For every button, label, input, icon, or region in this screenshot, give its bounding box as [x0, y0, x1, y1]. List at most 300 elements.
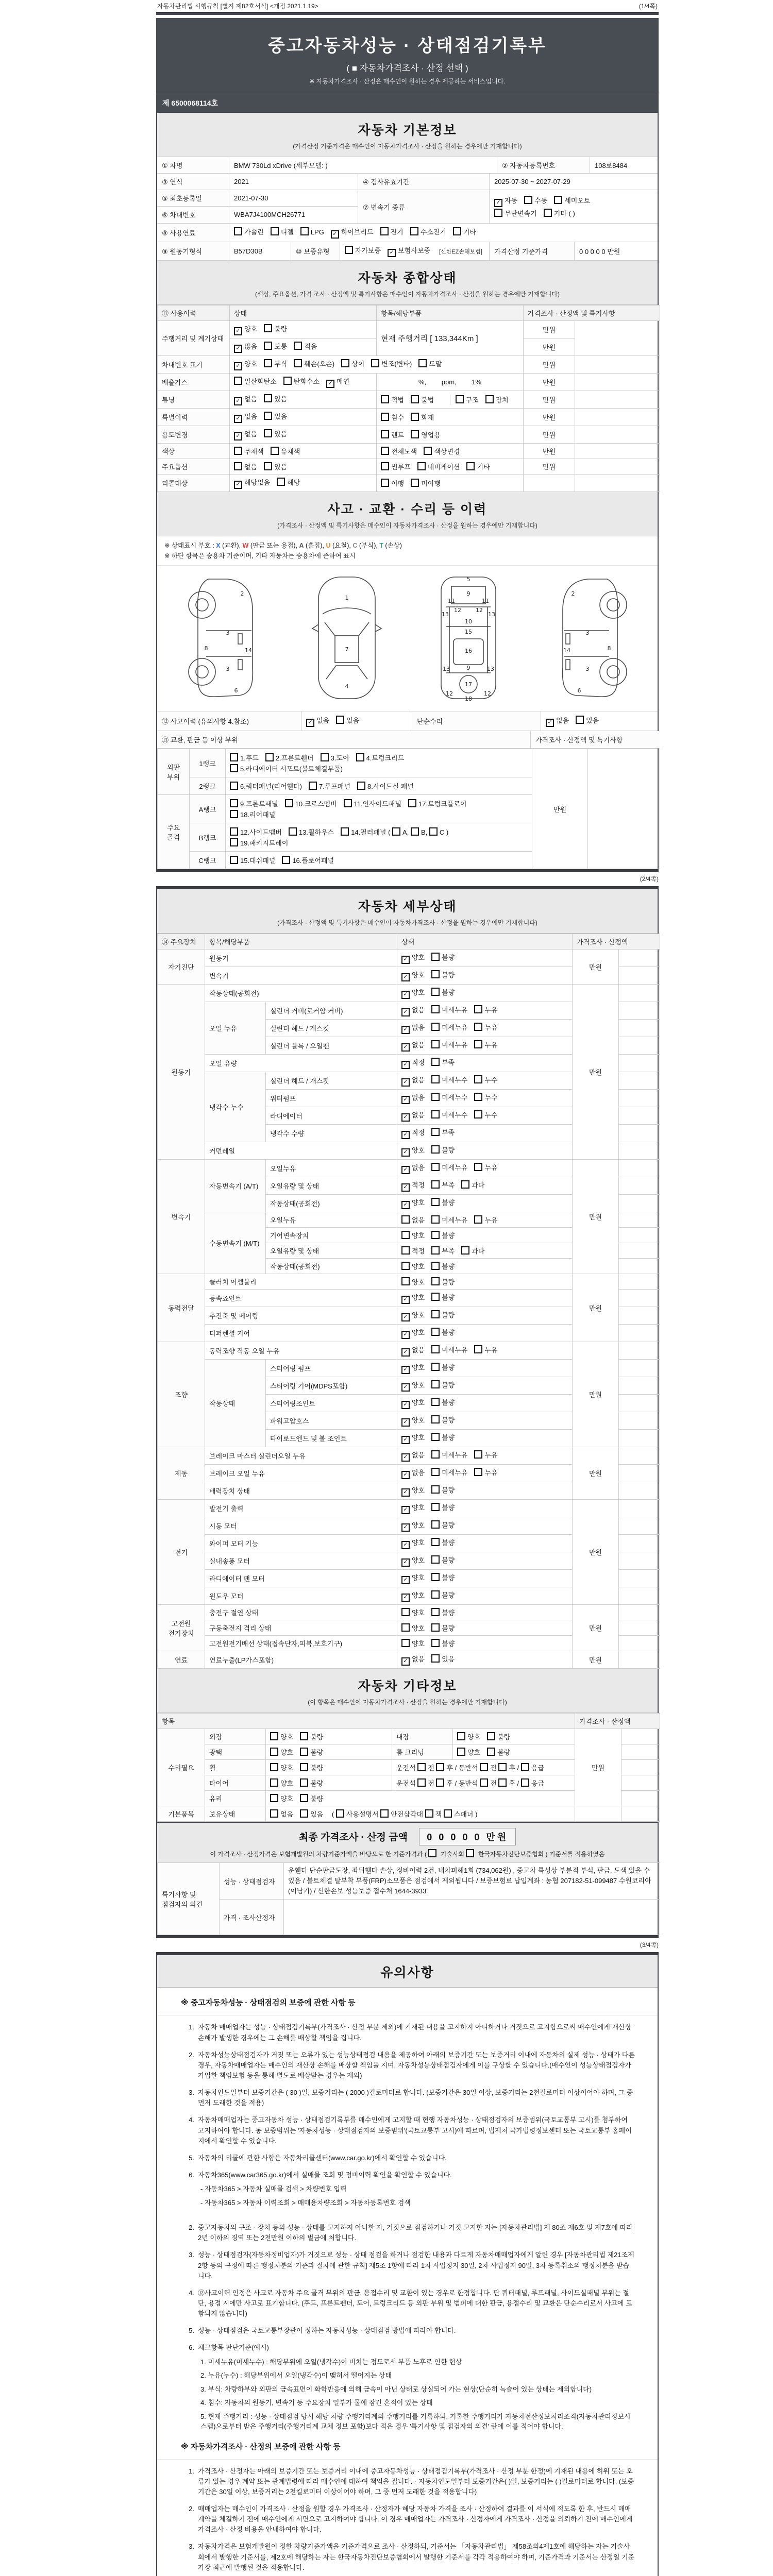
- checkbox-checked[interactable]: ✓: [401, 1348, 410, 1357]
- checkbox-checked[interactable]: ✓: [401, 973, 410, 981]
- option-기타 ( ): [544, 208, 575, 218]
- option-없음: [401, 1005, 425, 1016]
- checkbox-checked[interactable]: ✓: [401, 1166, 410, 1174]
- checkbox-unchecked[interactable]: [264, 359, 272, 367]
- checkbox-unchecked[interactable]: [431, 1433, 440, 1441]
- checkbox-unchecked[interactable]: [401, 1215, 410, 1224]
- checkbox-checked[interactable]: ✓: [401, 1366, 410, 1374]
- checkbox-unchecked[interactable]: [309, 782, 317, 790]
- option-양호: [401, 1327, 425, 1339]
- cell: [397, 1020, 573, 1037]
- checkbox-unchecked[interactable]: [436, 1778, 444, 1787]
- option-불량: [431, 952, 455, 962]
- checkbox-unchecked[interactable]: [411, 479, 419, 487]
- checkbox-unchecked[interactable]: [461, 1246, 469, 1255]
- checkbox-unchecked[interactable]: [336, 1809, 344, 1818]
- final-price-bar: [157, 1822, 658, 1862]
- checkbox-unchecked[interactable]: [300, 1763, 308, 1771]
- checkbox-unchecked[interactable]: [425, 1809, 433, 1818]
- checkbox-unchecked[interactable]: [282, 856, 290, 864]
- checkbox-unchecked[interactable]: [431, 1310, 440, 1318]
- checkbox-unchecked[interactable]: [474, 1215, 482, 1224]
- checkbox-unchecked[interactable]: [341, 827, 349, 836]
- checkbox-unchecked[interactable]: [429, 827, 438, 836]
- status-symbol: W: [242, 542, 249, 549]
- option-group: [401, 1311, 461, 1319]
- checkbox-unchecked[interactable]: [431, 1163, 440, 1171]
- option-label: 양호: [412, 1364, 425, 1371]
- cell: [619, 1605, 660, 1620]
- checkbox-checked[interactable]: ✓: [494, 199, 502, 207]
- checkbox-checked[interactable]: ✓: [401, 1436, 410, 1444]
- checkbox-checked[interactable]: ✓: [401, 1313, 410, 1321]
- rank-item: 7.루프패널: [309, 781, 350, 791]
- checkbox-unchecked[interactable]: [270, 1732, 278, 1740]
- checkbox-checked[interactable]: ✓: [401, 1296, 410, 1304]
- checkbox-checked[interactable]: ✓: [401, 1558, 410, 1567]
- checkbox-unchecked[interactable]: [431, 1128, 440, 1136]
- cell: 기어변속장치: [266, 1228, 397, 1243]
- checkbox-unchecked[interactable]: [431, 1110, 440, 1118]
- cell: [575, 474, 660, 492]
- svg-text:8: 8: [204, 645, 208, 652]
- checkbox-checked[interactable]: ✓: [401, 1096, 410, 1104]
- column-header: 가격조사 · 산정액: [573, 934, 660, 950]
- option-미세누수: [431, 1075, 467, 1084]
- checkbox-unchecked[interactable]: [431, 1415, 440, 1423]
- checkbox-checked[interactable]: ✓: [401, 956, 410, 964]
- cell: [588, 749, 660, 869]
- notice-item: [184, 2326, 635, 2336]
- checkbox-unchecked[interactable]: [521, 1763, 529, 1771]
- checkbox-checked[interactable]: ✓: [234, 432, 242, 440]
- checkbox-unchecked[interactable]: [265, 753, 274, 761]
- checkbox-unchecked[interactable]: [321, 753, 329, 761]
- checkbox-unchecked[interactable]: [300, 1732, 308, 1740]
- checkbox-unchecked[interactable]: [234, 447, 242, 455]
- checkbox-unchecked[interactable]: [576, 716, 584, 724]
- checkbox-unchecked[interactable]: [431, 1328, 440, 1336]
- checkbox-unchecked[interactable]: [431, 1075, 440, 1083]
- checkbox-unchecked[interactable]: [294, 342, 302, 350]
- checkbox-unchecked[interactable]: [431, 1145, 440, 1154]
- checkbox-unchecked[interactable]: [487, 1748, 495, 1756]
- checkbox-unchecked[interactable]: [344, 799, 352, 807]
- checkbox-checked[interactable]: ✓: [401, 1576, 410, 1584]
- checkbox-unchecked[interactable]: [271, 447, 279, 455]
- checkbox-unchecked[interactable]: [524, 196, 532, 204]
- checkbox-unchecked[interactable]: [381, 462, 389, 470]
- cell: [397, 1651, 573, 1669]
- checkbox-unchecked[interactable]: [431, 1005, 440, 1013]
- checkbox-unchecked[interactable]: [474, 1345, 482, 1353]
- checkbox-unchecked[interactable]: [277, 478, 285, 486]
- checkbox-checked[interactable]: ✓: [331, 230, 339, 239]
- rank-item: 12.사이드멤버: [230, 827, 282, 837]
- year-label: ③ 연식: [157, 174, 229, 190]
- checkbox-checked[interactable]: ✓: [401, 1078, 410, 1087]
- checkbox-unchecked[interactable]: [431, 1180, 440, 1189]
- notice-item: [184, 2050, 635, 2081]
- checkbox-unchecked[interactable]: [264, 342, 272, 350]
- checkbox-unchecked[interactable]: [461, 1180, 469, 1189]
- option-label: 양호: [412, 1434, 425, 1442]
- checkbox-unchecked[interactable]: [431, 1654, 440, 1663]
- checkbox-unchecked[interactable]: [431, 1450, 440, 1459]
- checkbox-unchecked[interactable]: [431, 953, 440, 961]
- checkbox-unchecked[interactable]: [270, 1778, 278, 1787]
- option-미세누유: [431, 1467, 467, 1477]
- checkbox-unchecked[interactable]: [270, 1809, 278, 1818]
- checkbox-unchecked[interactable]: [466, 462, 475, 470]
- checkbox-unchecked[interactable]: [480, 1763, 488, 1771]
- option-LPG: [300, 227, 324, 236]
- checkbox-unchecked[interactable]: [431, 1380, 440, 1388]
- option-label: 양호: [244, 325, 258, 333]
- cell: 구동축전지 격리 상태: [205, 1620, 397, 1636]
- checkbox-unchecked[interactable]: [401, 1639, 410, 1647]
- option-group: [381, 431, 447, 439]
- checkbox-checked[interactable]: ✓: [401, 1506, 410, 1514]
- checkbox-unchecked[interactable]: [474, 1163, 482, 1171]
- checkbox-checked[interactable]: ✓: [401, 1148, 410, 1157]
- checkbox-unchecked[interactable]: [408, 799, 416, 807]
- checkbox-unchecked[interactable]: [474, 1110, 482, 1118]
- checkbox-unchecked[interactable]: [431, 1058, 440, 1066]
- checkbox-unchecked[interactable]: [417, 1778, 426, 1787]
- checkbox-unchecked[interactable]: [431, 1093, 440, 1101]
- option-label: 많음: [244, 343, 258, 350]
- checkbox-unchecked[interactable]: [336, 716, 344, 724]
- option-label: 기타: [477, 463, 490, 471]
- checkbox-unchecked[interactable]: [381, 413, 389, 421]
- checkbox-checked[interactable]: ✓: [234, 397, 242, 405]
- checkbox-unchecked[interactable]: [230, 827, 238, 836]
- cell: 주요옵션: [158, 459, 230, 474]
- checkbox-unchecked[interactable]: [431, 1590, 440, 1599]
- checkbox-unchecked[interactable]: [300, 227, 309, 235]
- checkbox-unchecked[interactable]: [521, 1778, 529, 1787]
- option-group: [401, 1247, 491, 1255]
- checkbox-checked[interactable]: ✓: [401, 1523, 410, 1532]
- cell: 리콜대상: [158, 474, 230, 492]
- checkbox-unchecked[interactable]: [474, 1468, 482, 1476]
- column-header: 가격조사 · 산정액: [575, 1714, 660, 1729]
- checkbox-checked[interactable]: ✓: [234, 345, 242, 353]
- checkbox-unchecked[interactable]: [230, 838, 238, 846]
- checkbox-unchecked[interactable]: [411, 827, 419, 836]
- checkbox-unchecked[interactable]: [381, 479, 389, 487]
- checkbox-unchecked[interactable]: [431, 1198, 440, 1206]
- checkbox-unchecked[interactable]: [264, 412, 272, 420]
- checkbox-checked[interactable]: ✓: [401, 1418, 410, 1427]
- checkbox-unchecked[interactable]: [474, 1450, 482, 1459]
- simple-repair-label: 단순수리: [412, 711, 541, 731]
- checkbox-unchecked[interactable]: [487, 1732, 495, 1740]
- checkbox-unchecked[interactable]: [230, 782, 238, 790]
- cell: 냉각수 누수: [205, 1072, 266, 1142]
- checkbox-unchecked[interactable]: [300, 1748, 308, 1756]
- exchange-row: [157, 731, 658, 749]
- option-있음: [336, 715, 359, 725]
- checkbox-unchecked[interactable]: [401, 1623, 410, 1632]
- cell: 워터펌프: [266, 1090, 397, 1107]
- checkbox-unchecked[interactable]: [431, 1293, 440, 1301]
- option-label: 있음: [346, 717, 360, 724]
- legend-text: (판금 또는 용접),: [248, 542, 299, 549]
- checkbox-unchecked[interactable]: [401, 1246, 410, 1255]
- cell: 가격 · 조사산정자: [220, 1900, 284, 1935]
- cell: [397, 1228, 573, 1243]
- cell: 브레이크 오일 누유: [205, 1465, 397, 1482]
- checkbox-unchecked[interactable]: [371, 359, 379, 367]
- option-label: 부식: [274, 360, 288, 368]
- checkbox-checked[interactable]: ✓: [401, 1183, 410, 1192]
- svg-text:13: 13: [486, 666, 494, 672]
- cell: [397, 1107, 573, 1125]
- checkbox-checked[interactable]: ✓: [401, 1131, 410, 1139]
- item-text: 성능 · 상태점검은 국토교통부장관이 정하는 자동차성능 · 상태점검 방법에 따라야 합니다.: [198, 2327, 456, 2335]
- item-number: 4.: [189, 2116, 194, 2124]
- checkbox-unchecked[interactable]: [283, 377, 292, 385]
- checkbox-unchecked[interactable]: [234, 377, 242, 385]
- checkbox-unchecked[interactable]: [300, 1809, 308, 1818]
- checkbox-checked[interactable]: ✓: [388, 249, 396, 257]
- checkbox-unchecked[interactable]: [424, 447, 432, 455]
- option-group: [401, 954, 461, 961]
- checkbox-unchecked[interactable]: [498, 1763, 507, 1771]
- checkbox-unchecked[interactable]: [431, 1573, 440, 1581]
- checkbox-checked[interactable]: ✓: [401, 991, 410, 999]
- checkbox-unchecked[interactable]: [345, 246, 353, 254]
- checkbox-unchecked[interactable]: [270, 1748, 278, 1756]
- cell: [619, 1517, 660, 1535]
- checkbox-unchecked[interactable]: [474, 1023, 482, 1031]
- checkbox-unchecked[interactable]: [401, 1262, 410, 1270]
- checkbox-unchecked[interactable]: [428, 1849, 436, 1857]
- checkbox-unchecked[interactable]: [264, 462, 272, 470]
- checkbox-unchecked[interactable]: [411, 430, 419, 438]
- cell: [397, 1535, 573, 1552]
- base-note: ※ 하단 항목은 승용차 기준이며, 기타 자동차는 승용차에 준하여 표시: [164, 552, 356, 560]
- checkbox-checked[interactable]: ✓: [401, 1471, 410, 1479]
- checkbox-unchecked[interactable]: [444, 1809, 452, 1818]
- option-group: [270, 1795, 330, 1803]
- checkbox-unchecked[interactable]: [474, 1075, 482, 1083]
- checkbox-unchecked[interactable]: [356, 753, 364, 761]
- checkbox-unchecked[interactable]: [294, 359, 302, 367]
- checkbox-unchecked[interactable]: [410, 227, 418, 235]
- notice-item: [184, 2115, 635, 2146]
- checkbox-checked[interactable]: ✓: [401, 1488, 410, 1497]
- checkbox-checked[interactable]: ✓: [401, 1026, 410, 1034]
- checkbox-unchecked[interactable]: [431, 1398, 440, 1406]
- item-text: 매매업자는 매수인이 가격조사 · 산정을 원할 경우 가격조사 · 산정자가 해당 자동차 가격을 조사 · 산정하여 결과를 이 서식에 적도록 한 후, 반드시 매매계약을 체결하기 전에 매수인에게 서면으로 고지하여야 합니다. 이 경우 매매업자는 가격조사 · 산정자에게 가격조사 · 산정을 의뢰하기 전에 매수인에게 가격조사 · 산정 비용을 안내하여야 합니다.: [198, 2504, 633, 2534]
- svg-text:4: 4: [345, 683, 348, 690]
- rank-item-line: [230, 809, 528, 819]
- checkbox-unchecked[interactable]: [431, 1345, 440, 1353]
- checkbox-unchecked[interactable]: [480, 1778, 488, 1787]
- checkbox-unchecked[interactable]: [485, 395, 494, 403]
- checkbox-unchecked[interactable]: [431, 1363, 440, 1371]
- checkbox-unchecked[interactable]: [401, 1231, 410, 1239]
- checkbox-unchecked[interactable]: [230, 856, 238, 864]
- checkbox-checked[interactable]: ✓: [401, 1008, 410, 1016]
- option-label: 훼손(오손): [304, 360, 335, 368]
- checkbox-unchecked[interactable]: [401, 1608, 410, 1616]
- checkbox-unchecked[interactable]: [431, 1623, 440, 1632]
- checkbox-unchecked[interactable]: [417, 1763, 426, 1771]
- option-label: 없음: [280, 1810, 294, 1818]
- checkbox-unchecked[interactable]: [264, 324, 272, 332]
- checkbox-unchecked[interactable]: [270, 1763, 278, 1771]
- checkbox-unchecked[interactable]: [417, 462, 426, 470]
- checkbox-unchecked[interactable]: [466, 1849, 474, 1857]
- option-group: [381, 480, 447, 487]
- option-label: 양호: [412, 1329, 425, 1336]
- checkbox-unchecked[interactable]: [289, 827, 297, 836]
- checkbox-unchecked[interactable]: [431, 1040, 440, 1048]
- checkbox-checked[interactable]: ✓: [401, 1383, 410, 1392]
- checkbox-unchecked[interactable]: [411, 395, 419, 403]
- option-label: 부족: [442, 1129, 455, 1137]
- checkbox-checked[interactable]: ✓: [401, 1201, 410, 1209]
- checkbox-unchecked[interactable]: [431, 1468, 440, 1476]
- option-label: 불량: [274, 325, 288, 333]
- car-name-value: BMW 730Ld xDrive (세부모델: ): [229, 157, 497, 173]
- checkbox-unchecked[interactable]: [264, 394, 272, 402]
- checkbox-unchecked[interactable]: [230, 810, 238, 818]
- cell: [619, 1651, 660, 1669]
- checkbox-unchecked[interactable]: [431, 988, 440, 996]
- checkbox-unchecked[interactable]: [431, 1538, 440, 1546]
- item-text: 자동차가격은 보험개발원이 정한 차량기준가액을 기준가격으로 조사 · 산정하되, 기준서는 「자동차관리법」 제58조의4제1호에 해당하는 자는 기술사회에서 발행한 기준서를, 제2호에 해당하는 자는 한국자동차진단보증협회에서 발행한 기준서를 각각 적용하여야 하며, 기준가격과 기준서는 산정일 기준 가장 최근에 발행된 것을 적용합니다.: [198, 2543, 635, 2571]
- checkbox-unchecked[interactable]: [431, 1023, 440, 1031]
- checkbox-unchecked[interactable]: [234, 462, 242, 470]
- checkbox-checked[interactable]: ✓: [401, 1113, 410, 1122]
- option-label: 불량: [442, 1364, 455, 1371]
- checkbox-checked[interactable]: ✓: [401, 1453, 410, 1462]
- checkbox-unchecked[interactable]: [234, 227, 242, 235]
- option-불량: [431, 1555, 455, 1565]
- warranty-insurer: [신한EZ손해보험]: [439, 248, 482, 255]
- cell: [397, 1587, 573, 1605]
- checkbox-unchecked[interactable]: [456, 395, 464, 403]
- checkbox-checked[interactable]: ✓: [234, 415, 242, 423]
- checkbox-checked[interactable]: ✓: [306, 719, 314, 727]
- checkbox-unchecked[interactable]: [401, 1277, 410, 1285]
- checkbox-checked[interactable]: ✓: [546, 719, 554, 727]
- checkbox-checked[interactable]: ✓: [401, 1401, 410, 1409]
- checkbox-unchecked[interactable]: [544, 209, 552, 217]
- checkbox-unchecked[interactable]: [474, 1005, 482, 1013]
- checkbox-unchecked[interactable]: [381, 395, 389, 403]
- checkbox-checked[interactable]: ✓: [401, 1043, 410, 1052]
- checkbox-unchecked[interactable]: [431, 1639, 440, 1647]
- checkbox-unchecked[interactable]: [380, 227, 389, 235]
- checkbox-checked[interactable]: ✓: [234, 362, 242, 370]
- cell: [230, 474, 377, 492]
- checkbox-unchecked[interactable]: [285, 799, 293, 807]
- option-양호: [401, 1638, 425, 1648]
- checkbox-checked[interactable]: ✓: [401, 1657, 410, 1666]
- table-row: [158, 356, 660, 374]
- option-있음: [300, 1809, 323, 1819]
- checkbox-unchecked[interactable]: [357, 782, 365, 790]
- option-없음: [401, 1654, 425, 1666]
- checkbox-unchecked[interactable]: [457, 1732, 465, 1740]
- checkbox-unchecked[interactable]: [554, 196, 562, 204]
- checkbox-unchecked[interactable]: [230, 753, 238, 761]
- option-group: [270, 1764, 330, 1772]
- cell: 실린더 헤드 / 개스킷: [266, 1020, 397, 1037]
- checkbox-unchecked[interactable]: [431, 1277, 440, 1285]
- checkbox-unchecked[interactable]: [494, 209, 502, 217]
- checkbox-unchecked[interactable]: [381, 430, 389, 438]
- checkbox-unchecked[interactable]: [230, 764, 238, 772]
- checkbox-unchecked[interactable]: [431, 1608, 440, 1616]
- checkbox-checked[interactable]: ✓: [401, 1594, 410, 1602]
- checkbox-unchecked[interactable]: [230, 799, 238, 807]
- checkbox-unchecked[interactable]: [418, 359, 427, 367]
- cell: [397, 1570, 573, 1587]
- checkbox-unchecked[interactable]: [431, 1555, 440, 1564]
- checkbox-unchecked[interactable]: [436, 1763, 444, 1771]
- legend-text: ※ 상태표시 부호 :: [164, 542, 216, 549]
- checkbox-unchecked[interactable]: [392, 827, 400, 836]
- cell: [377, 444, 524, 459]
- comprehensive-section-note: (색상, 주요옵션, 가격 조사 · 산정액 및 특기사항은 매수인이 자동차가격조사 · 산정을 원하는 경우에만 기재합니다): [255, 291, 560, 298]
- checkbox-checked[interactable]: ✓: [401, 1061, 410, 1069]
- cell: %, ppm, 1%: [377, 374, 524, 391]
- checkbox-checked[interactable]: ✓: [401, 1541, 410, 1549]
- checkbox-unchecked[interactable]: [270, 1794, 278, 1802]
- checkbox-unchecked[interactable]: [380, 1809, 389, 1818]
- cell: 만원: [573, 1605, 619, 1651]
- checkbox-checked[interactable]: ✓: [234, 481, 242, 489]
- checkbox-unchecked[interactable]: [431, 1215, 440, 1224]
- cell: [230, 444, 377, 459]
- checkbox-unchecked[interactable]: [300, 1778, 308, 1787]
- option-label: 없음: [556, 717, 569, 724]
- checkbox-unchecked[interactable]: [431, 1231, 440, 1239]
- checkbox-checked[interactable]: ✓: [234, 327, 242, 335]
- option-없음: [401, 1345, 425, 1357]
- item-text: 체크항목 판단기준(예시): [198, 2344, 269, 2352]
- checkbox-unchecked[interactable]: [431, 1503, 440, 1511]
- checkbox-checked[interactable]: ✓: [401, 1331, 410, 1339]
- checkbox-unchecked[interactable]: [457, 1748, 465, 1756]
- checkbox-unchecked[interactable]: [498, 1778, 507, 1787]
- checkbox-unchecked[interactable]: [341, 359, 349, 367]
- checkbox-unchecked[interactable]: [431, 970, 440, 978]
- checkbox-unchecked[interactable]: [431, 1520, 440, 1529]
- checkbox-unchecked[interactable]: [453, 227, 461, 235]
- car-right-side-view: [541, 573, 639, 702]
- checkbox-unchecked[interactable]: [474, 1040, 482, 1048]
- rank-item: 3.도어: [321, 753, 349, 762]
- checkbox-unchecked[interactable]: [271, 227, 279, 235]
- checkbox-unchecked[interactable]: [431, 1246, 440, 1255]
- checkbox-unchecked[interactable]: [411, 413, 419, 421]
- checkbox-unchecked[interactable]: [264, 429, 272, 437]
- checkbox-unchecked[interactable]: [381, 447, 389, 455]
- checkbox-unchecked[interactable]: [431, 1262, 440, 1270]
- checkbox-unchecked[interactable]: [431, 1485, 440, 1494]
- checkbox-unchecked[interactable]: [474, 1093, 482, 1101]
- checkbox-unchecked[interactable]: [300, 1794, 308, 1802]
- checkbox-checked[interactable]: ✓: [326, 380, 334, 388]
